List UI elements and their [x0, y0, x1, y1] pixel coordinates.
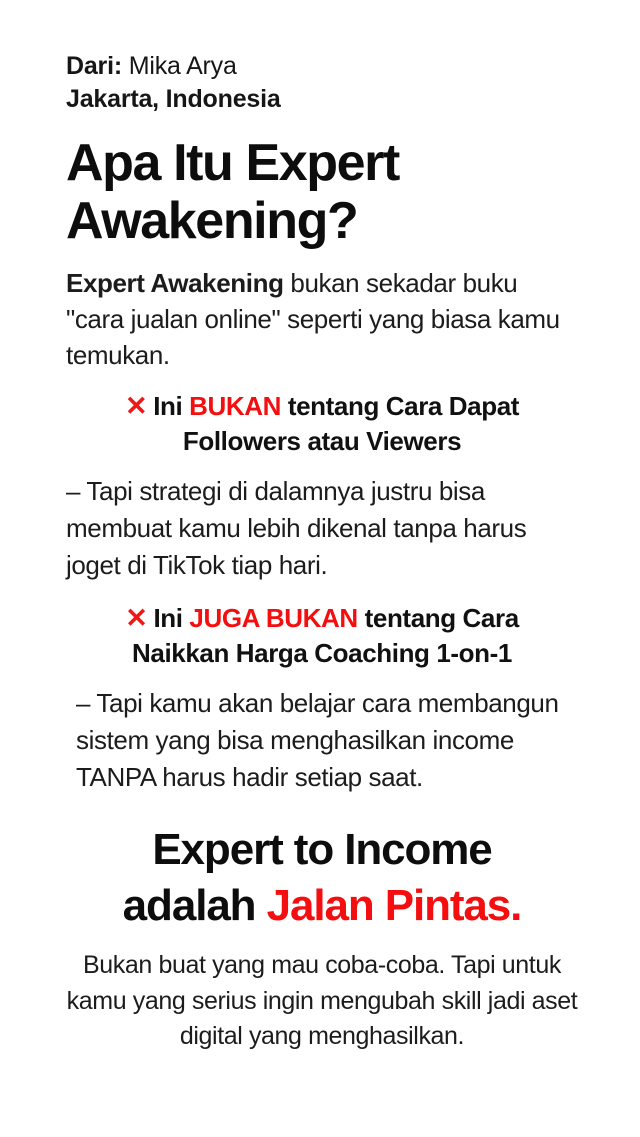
- intro-rest: bukan sekadar buku "cara jualan online" seperti yang biasa kamu temukan.: [66, 268, 560, 371]
- from-name: Mika Arya: [128, 52, 237, 80]
- from-label: Dari:: [66, 52, 122, 80]
- cta-headline: [66, 822, 578, 935]
- page-title: Apa Itu Expert Awakening?: [66, 134, 399, 251]
- point-1-prefix: Ini: [153, 391, 190, 422]
- cta-accent: Jalan Pintas.: [266, 880, 522, 930]
- from-line: [66, 50, 578, 83]
- cta-line-2: adalah: [122, 880, 267, 930]
- cross-mark-icon: ✕: [125, 602, 148, 633]
- point-1-suffix: tentang Cara Dapat Followers atau Viewers: [182, 391, 520, 457]
- intro-bold-lead: Expert Awakening: [66, 268, 284, 299]
- point-2-suffix: tentang Cara Naikkan Harga Coaching 1-on-1: [132, 602, 519, 668]
- point-1-highlight: BUKAN: [189, 391, 282, 422]
- cross-mark-icon: ✕: [124, 391, 148, 422]
- point-1-title: [66, 388, 578, 459]
- intro-paragraph: [66, 266, 578, 374]
- point-2-body: – Tapi kamu akan belajar cara membangun sistem yang bisa menghasilkan income TANPA harus hadir setiap saat.: [76, 687, 559, 792]
- cta-line-1: Expert to Income: [152, 824, 492, 874]
- point-2-prefix: Ini: [153, 602, 190, 633]
- from-location: Jakarta, Indonesia: [66, 85, 281, 113]
- point-2-title: [66, 600, 578, 671]
- closing-paragraph: Bukan buat yang mau coba-coba. Tapi untuk kamu yang serius ingin mengubah skill jadi aset digital yang menghasilkan.: [66, 951, 578, 1051]
- point-2-highlight: JUGA BUKAN: [189, 602, 358, 633]
- point-1-body: – Tapi strategi di dalamnya justru bisa membuat kamu lebih dikenal tanpa harus joget di TikTok tiap hari.: [66, 476, 527, 580]
